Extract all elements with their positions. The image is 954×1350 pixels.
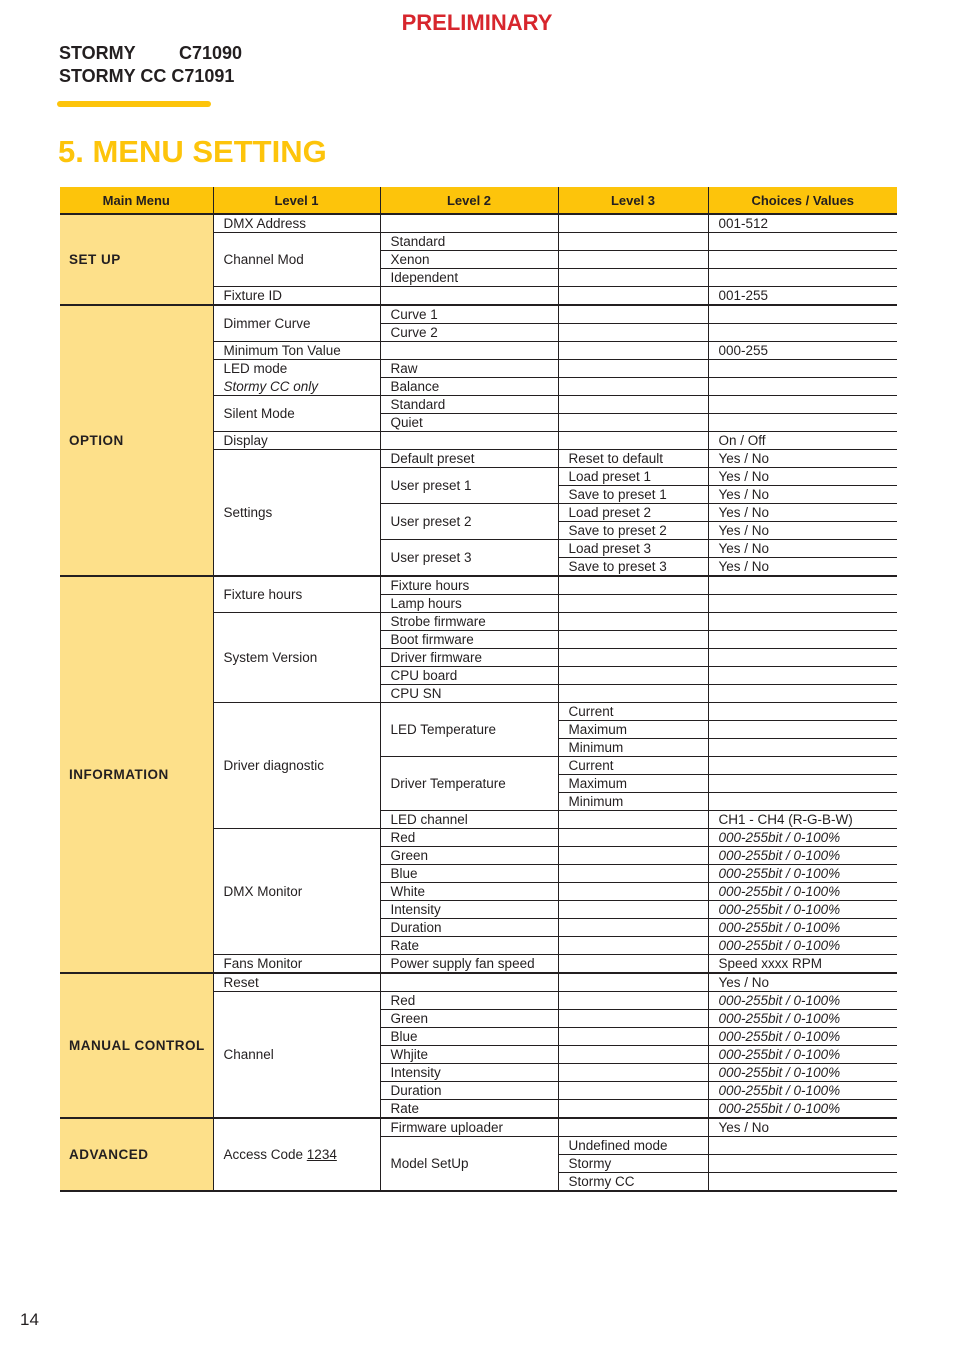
level3-cell: Minimum bbox=[558, 739, 708, 757]
value-cell bbox=[708, 613, 897, 631]
preliminary-banner: PRELIMINARY bbox=[401, 10, 553, 35]
level3-cell bbox=[558, 287, 708, 306]
level3-cell bbox=[558, 649, 708, 667]
level2-cell: Xenon bbox=[380, 251, 558, 269]
level1-note: Stormy CC only bbox=[213, 378, 380, 396]
level2-cell: Curve 2 bbox=[380, 324, 558, 342]
value-cell bbox=[708, 757, 897, 775]
level3-cell: Maximum bbox=[558, 721, 708, 739]
level1-access-code bbox=[213, 1118, 380, 1191]
level2-cell: LED channel bbox=[380, 811, 558, 829]
menu-setting-table bbox=[60, 187, 897, 1192]
header-level-2: Level 2 bbox=[380, 187, 558, 214]
level3-cell: Save to preset 2 bbox=[558, 522, 708, 540]
value-cell: Yes / No bbox=[708, 540, 897, 558]
value-cell: Yes / No bbox=[708, 1118, 897, 1137]
level1-cell: Silent Mode bbox=[213, 396, 380, 432]
model-name: STORMY bbox=[59, 43, 136, 63]
value-cell: 000-255bit / 0-100% bbox=[708, 919, 897, 937]
level2-cell bbox=[380, 432, 558, 450]
group-advanced: ADVANCED bbox=[60, 1118, 213, 1191]
value-cell: Yes / No bbox=[708, 486, 897, 504]
level3-cell bbox=[558, 883, 708, 901]
value-cell: Yes / No bbox=[708, 973, 897, 992]
level2-cell: LED Temperature bbox=[380, 703, 558, 757]
value-cell: 000-255bit / 0-100% bbox=[708, 992, 897, 1010]
level3-cell: Stormy bbox=[558, 1155, 708, 1173]
level3-cell bbox=[558, 305, 708, 324]
header-main-menu: Main Menu bbox=[60, 187, 213, 214]
level1-cell: DMX Monitor bbox=[213, 829, 380, 955]
level1-cell: Channel bbox=[213, 992, 380, 1119]
level2-cell: Duration bbox=[380, 1082, 558, 1100]
level2-cell: Standard bbox=[380, 233, 558, 251]
group-manual-control: MANUAL CONTROL bbox=[60, 973, 213, 1118]
level1-cell: System Version bbox=[213, 613, 380, 703]
level3-cell bbox=[558, 432, 708, 450]
level2-cell: Intensity bbox=[380, 1064, 558, 1082]
level3-cell: Current bbox=[558, 703, 708, 721]
level2-cell: Boot firmware bbox=[380, 631, 558, 649]
group-information: INFORMATION bbox=[60, 576, 213, 973]
level3-cell bbox=[558, 324, 708, 342]
level2-cell: Driver Temperature bbox=[380, 757, 558, 811]
level3-cell bbox=[558, 1100, 708, 1119]
value-cell bbox=[708, 667, 897, 685]
level3-cell bbox=[558, 214, 708, 233]
level2-cell: Red bbox=[380, 829, 558, 847]
level3-cell bbox=[558, 973, 708, 992]
level3-cell bbox=[558, 269, 708, 287]
level1-cell: Fixture ID bbox=[213, 287, 380, 306]
level3-cell bbox=[558, 360, 708, 378]
level3-cell bbox=[558, 955, 708, 974]
value-cell: 000-255bit / 0-100% bbox=[708, 1100, 897, 1119]
level3-cell bbox=[558, 1046, 708, 1064]
level3-cell bbox=[558, 396, 708, 414]
value-cell: Yes / No bbox=[708, 450, 897, 468]
value-cell bbox=[708, 703, 897, 721]
level2-cell: Whjite bbox=[380, 1046, 558, 1064]
header-level-3: Level 3 bbox=[558, 187, 708, 214]
level2-cell: Curve 1 bbox=[380, 305, 558, 324]
level2-cell: Rate bbox=[380, 937, 558, 955]
level3-cell: Maximum bbox=[558, 775, 708, 793]
level3-cell bbox=[558, 378, 708, 396]
level2-cell: Duration bbox=[380, 919, 558, 937]
value-cell: Yes / No bbox=[708, 468, 897, 486]
level2-cell: Blue bbox=[380, 865, 558, 883]
value-cell: 000-255bit / 0-100% bbox=[708, 865, 897, 883]
value-cell bbox=[708, 324, 897, 342]
level2-cell: Raw bbox=[380, 360, 558, 378]
value-cell bbox=[708, 793, 897, 811]
level2-cell: Power supply fan speed bbox=[380, 955, 558, 974]
level2-cell: Fixture hours bbox=[380, 576, 558, 595]
level2-cell bbox=[380, 214, 558, 233]
level3-cell bbox=[558, 576, 708, 595]
level2-cell: User preset 1 bbox=[380, 468, 558, 504]
value-cell: 000-255 bbox=[708, 342, 897, 360]
model-line-2 bbox=[59, 66, 234, 87]
header-level-1: Level 1 bbox=[213, 187, 380, 214]
level1-cell: Fixture hours bbox=[213, 576, 380, 613]
value-cell: 000-255bit / 0-100% bbox=[708, 1046, 897, 1064]
page-number: 14 bbox=[20, 1310, 39, 1329]
value-cell: 000-255bit / 0-100% bbox=[708, 883, 897, 901]
level2-cell: Model SetUp bbox=[380, 1137, 558, 1192]
level3-cell bbox=[558, 829, 708, 847]
level3-cell bbox=[558, 631, 708, 649]
level2-cell: Default preset bbox=[380, 450, 558, 468]
value-cell bbox=[708, 775, 897, 793]
level1-cell: Reset bbox=[213, 973, 380, 992]
level3-cell bbox=[558, 919, 708, 937]
value-cell bbox=[708, 1155, 897, 1173]
level2-cell bbox=[380, 973, 558, 992]
access-code-label: Access Code bbox=[223, 1147, 307, 1162]
value-cell bbox=[708, 595, 897, 613]
value-cell bbox=[708, 631, 897, 649]
value-cell: 000-255bit / 0-100% bbox=[708, 1010, 897, 1028]
value-cell bbox=[708, 305, 897, 324]
level3-cell bbox=[558, 595, 708, 613]
value-cell bbox=[708, 251, 897, 269]
value-cell: Yes / No bbox=[708, 504, 897, 522]
accent-bar bbox=[57, 101, 211, 107]
level3-cell bbox=[558, 992, 708, 1010]
level1-cell: Driver diagnostic bbox=[213, 703, 380, 829]
level3-cell bbox=[558, 685, 708, 703]
level1-cell: LED mode bbox=[213, 360, 380, 378]
level2-cell: Balance bbox=[380, 378, 558, 396]
level1-cell: DMX Address bbox=[213, 214, 380, 233]
level2-cell: Blue bbox=[380, 1028, 558, 1046]
value-cell: 001-255 bbox=[708, 287, 897, 306]
level2-cell: Idependent bbox=[380, 269, 558, 287]
value-cell: 000-255bit / 0-100% bbox=[708, 901, 897, 919]
level1-cell: Channel Mod bbox=[213, 233, 380, 287]
level3-cell: Current bbox=[558, 757, 708, 775]
level3-cell bbox=[558, 865, 708, 883]
level2-cell bbox=[380, 342, 558, 360]
level3-cell: Save to preset 1 bbox=[558, 486, 708, 504]
value-cell: Yes / No bbox=[708, 522, 897, 540]
level2-cell: CPU board bbox=[380, 667, 558, 685]
value-cell: On / Off bbox=[708, 432, 897, 450]
level3-cell: Load preset 1 bbox=[558, 468, 708, 486]
level2-cell: Driver firmware bbox=[380, 649, 558, 667]
value-cell bbox=[708, 360, 897, 378]
level3-cell: Load preset 3 bbox=[558, 540, 708, 558]
level2-cell: User preset 3 bbox=[380, 540, 558, 577]
level3-cell: Reset to default bbox=[558, 450, 708, 468]
section-title: 5. MENU SETTING bbox=[58, 134, 327, 169]
level2-cell: Rate bbox=[380, 1100, 558, 1119]
level2-cell: Lamp hours bbox=[380, 595, 558, 613]
value-cell: 000-255bit / 0-100% bbox=[708, 1064, 897, 1082]
level2-cell: Firmware uploader bbox=[380, 1118, 558, 1137]
value-cell bbox=[708, 1137, 897, 1155]
model-code: C71091 bbox=[171, 66, 235, 86]
level3-cell bbox=[558, 667, 708, 685]
model-name: STORMY CC bbox=[59, 66, 167, 86]
level3-cell bbox=[558, 901, 708, 919]
level1-cell: Fans Monitor bbox=[213, 955, 380, 974]
value-cell bbox=[708, 396, 897, 414]
value-cell bbox=[708, 414, 897, 432]
level3-cell bbox=[558, 342, 708, 360]
level3-cell: Minimum bbox=[558, 793, 708, 811]
value-cell: 000-255bit / 0-100% bbox=[708, 1082, 897, 1100]
value-cell bbox=[708, 233, 897, 251]
value-cell: 000-255bit / 0-100% bbox=[708, 847, 897, 865]
level3-cell: Save to preset 3 bbox=[558, 558, 708, 577]
table-row bbox=[60, 576, 897, 595]
level3-cell: Undefined mode bbox=[558, 1137, 708, 1155]
level2-cell: Red bbox=[380, 992, 558, 1010]
level1-cell: Minimum Ton Value bbox=[213, 342, 380, 360]
level2-cell: Green bbox=[380, 1010, 558, 1028]
group-setup: SET UP bbox=[60, 214, 213, 305]
level2-cell: Green bbox=[380, 847, 558, 865]
table-row bbox=[60, 1118, 897, 1137]
value-cell bbox=[708, 576, 897, 595]
value-cell: 000-255bit / 0-100% bbox=[708, 829, 897, 847]
level3-cell bbox=[558, 251, 708, 269]
level2-cell: Standard bbox=[380, 396, 558, 414]
level1-cell: Dimmer Curve bbox=[213, 305, 380, 342]
model-code: C71090 bbox=[179, 43, 243, 63]
value-cell bbox=[708, 378, 897, 396]
table-row bbox=[60, 214, 897, 233]
value-cell bbox=[708, 1173, 897, 1192]
group-option: OPTION bbox=[60, 305, 213, 576]
level3-cell bbox=[558, 613, 708, 631]
access-code-value: 1234 bbox=[306, 1147, 337, 1162]
level3-cell bbox=[558, 1028, 708, 1046]
level2-cell bbox=[380, 287, 558, 306]
value-cell bbox=[708, 739, 897, 757]
value-cell: Speed xxxx RPM bbox=[708, 955, 897, 974]
value-cell bbox=[708, 649, 897, 667]
level1-cell: Settings bbox=[213, 450, 380, 577]
level3-cell bbox=[558, 1082, 708, 1100]
value-cell bbox=[708, 685, 897, 703]
table-header-row bbox=[60, 187, 897, 214]
level2-cell: CPU SN bbox=[380, 685, 558, 703]
level2-cell: Intensity bbox=[380, 901, 558, 919]
model-line-1 bbox=[59, 43, 242, 64]
level3-cell: Load preset 2 bbox=[558, 504, 708, 522]
level2-cell: White bbox=[380, 883, 558, 901]
level3-cell bbox=[558, 1064, 708, 1082]
table-row bbox=[60, 305, 897, 324]
level1-cell: Display bbox=[213, 432, 380, 450]
level3-cell: Stormy CC bbox=[558, 1173, 708, 1192]
header-choices: Choices / Values bbox=[708, 187, 897, 214]
value-cell: 001-512 bbox=[708, 214, 897, 233]
level3-cell bbox=[558, 233, 708, 251]
value-cell: 000-255bit / 0-100% bbox=[708, 937, 897, 955]
level3-cell bbox=[558, 414, 708, 432]
level3-cell bbox=[558, 847, 708, 865]
level3-cell bbox=[558, 1010, 708, 1028]
table-row bbox=[60, 973, 897, 992]
level2-cell: Strobe firmware bbox=[380, 613, 558, 631]
value-cell bbox=[708, 269, 897, 287]
level2-cell: Quiet bbox=[380, 414, 558, 432]
level3-cell bbox=[558, 1118, 708, 1137]
level3-cell bbox=[558, 811, 708, 829]
value-cell: 000-255bit / 0-100% bbox=[708, 1028, 897, 1046]
value-cell: Yes / No bbox=[708, 558, 897, 577]
level3-cell bbox=[558, 937, 708, 955]
level2-cell: User preset 2 bbox=[380, 504, 558, 540]
value-cell bbox=[708, 721, 897, 739]
value-cell: CH1 - CH4 (R-G-B-W) bbox=[708, 811, 897, 829]
